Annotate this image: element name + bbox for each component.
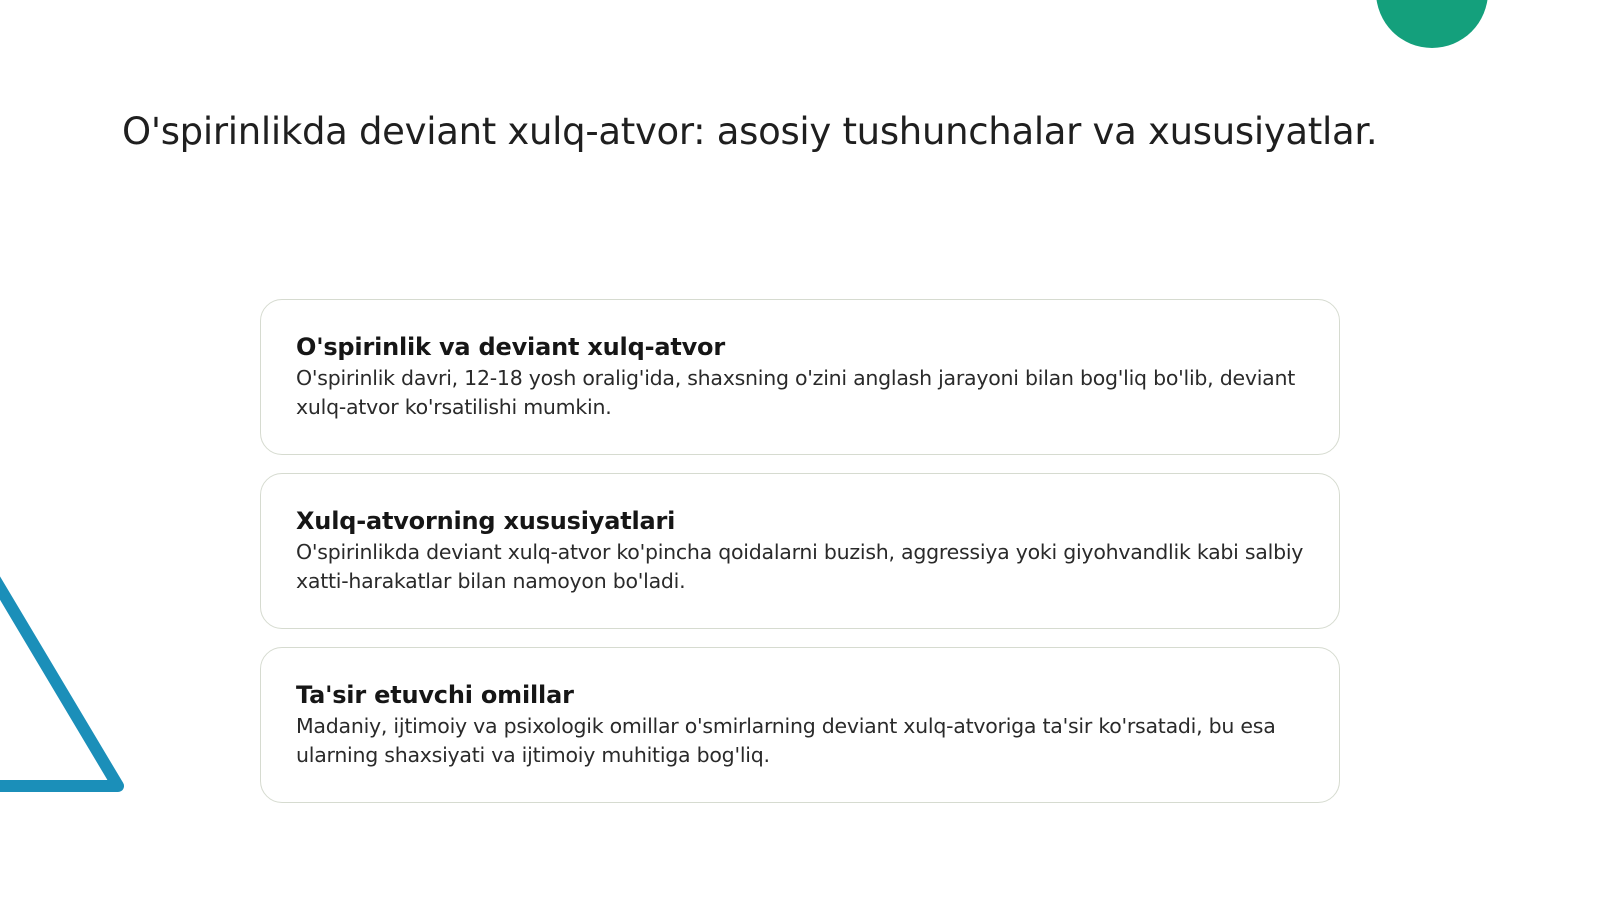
card-influencing-factors	[260, 647, 1340, 803]
card-text: Madaniy, ijtimoiy va psixologik omillar o'smirlarning deviant xulq-atvoriga ta'sir ko'rsatadi, bu esa ularning shaxsiyati va ijtimoiy muhitiga bog'liq.	[296, 714, 1276, 767]
card-list	[260, 299, 1340, 821]
decorative-triangle	[0, 560, 140, 820]
card-behavior-characteristics	[260, 473, 1340, 629]
card-heading: Xulq-atvorning xususiyatlari	[296, 507, 676, 535]
decorative-circle	[1376, 0, 1488, 48]
card-text: O'spirinlik davri, 12-18 yosh oralig'ida, shaxsning o'zini anglash jarayoni bilan bog'liq bo'lib, deviant xulq-atvor ko'rsatilishi mumkin.	[296, 366, 1296, 419]
card-text: O'spirinlikda deviant xulq-atvor ko'pincha qoidalarni buzish, aggressiya yoki giyohvandlik kabi salbiy xatti-harakatlar bilan namoyon bo'ladi.	[296, 540, 1304, 593]
page-title: O'spirinlikda deviant xulq-atvor: asosiy tushunchalar va xususiyatlar.	[122, 110, 1378, 153]
card-heading: Ta'sir etuvchi omillar	[296, 681, 574, 709]
card-heading: O'spirinlik va deviant xulq-atvor	[296, 333, 725, 361]
card-adolescence-deviant-behavior	[260, 299, 1340, 455]
